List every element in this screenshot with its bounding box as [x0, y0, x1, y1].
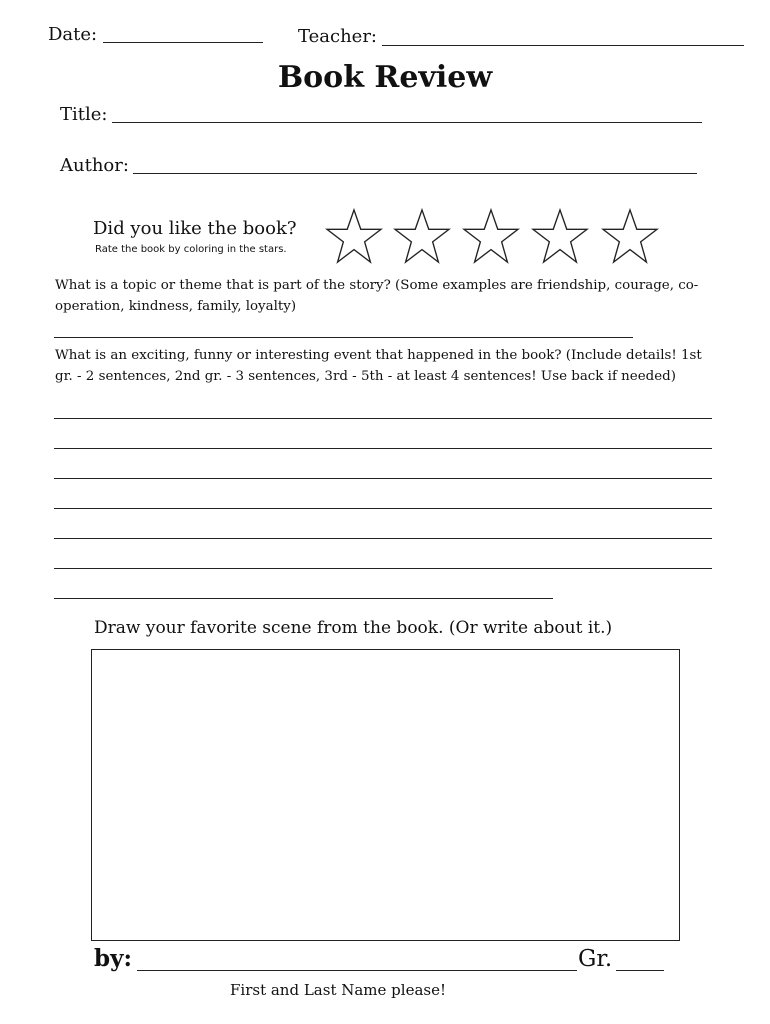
star-icon-5[interactable] [601, 208, 659, 266]
event-answer-line[interactable] [54, 568, 712, 569]
date-label: Date: [48, 24, 98, 45]
by-label: by: [94, 945, 132, 972]
star-icon-3[interactable] [462, 208, 520, 266]
date-field[interactable] [103, 42, 263, 43]
page-title: Book Review [277, 60, 493, 95]
drawing-prompt: Draw your favorite scene from the book. (Or write about it.) [94, 618, 613, 638]
book-title-field[interactable] [112, 122, 702, 123]
name-note: First and Last Name please! [230, 981, 446, 999]
grade-field[interactable] [616, 970, 664, 971]
author-label: Author: [60, 155, 129, 176]
event-answer-line[interactable] [54, 538, 712, 539]
drawing-box[interactable] [91, 649, 680, 941]
grade-label: Gr. [578, 946, 613, 972]
book-title-label: Title: [60, 104, 108, 125]
star-icon-4[interactable] [531, 208, 589, 266]
event-answer-line[interactable] [54, 418, 712, 419]
name-field[interactable] [137, 970, 577, 971]
event-answer-line[interactable] [54, 448, 712, 449]
teacher-label: Teacher: [298, 26, 377, 47]
theme-answer-line[interactable] [54, 337, 633, 338]
star-icon-1[interactable] [325, 208, 383, 266]
rating-instruction: Rate the book by coloring in the stars. [95, 244, 287, 255]
event-answer-line[interactable] [54, 598, 553, 599]
author-field[interactable] [133, 173, 697, 174]
teacher-field[interactable] [382, 45, 744, 46]
star-icon-2[interactable] [393, 208, 451, 266]
event-answer-line[interactable] [54, 478, 712, 479]
event-question: What is an exciting, funny or interesting event that happened in the book? (Include details! 1st gr. - 2 sentences, 2nd gr. - 3 sentences, 3rd - 5th - at least 4 sentences! Use back if needed) [55, 348, 702, 384]
rating-question: Did you like the book? [93, 218, 297, 239]
event-answer-line[interactable] [54, 508, 712, 509]
theme-question: What is a topic or theme that is part of the story? (Some examples are friendship, courage, co-operation, kindness, family, loyalty) [55, 278, 699, 314]
